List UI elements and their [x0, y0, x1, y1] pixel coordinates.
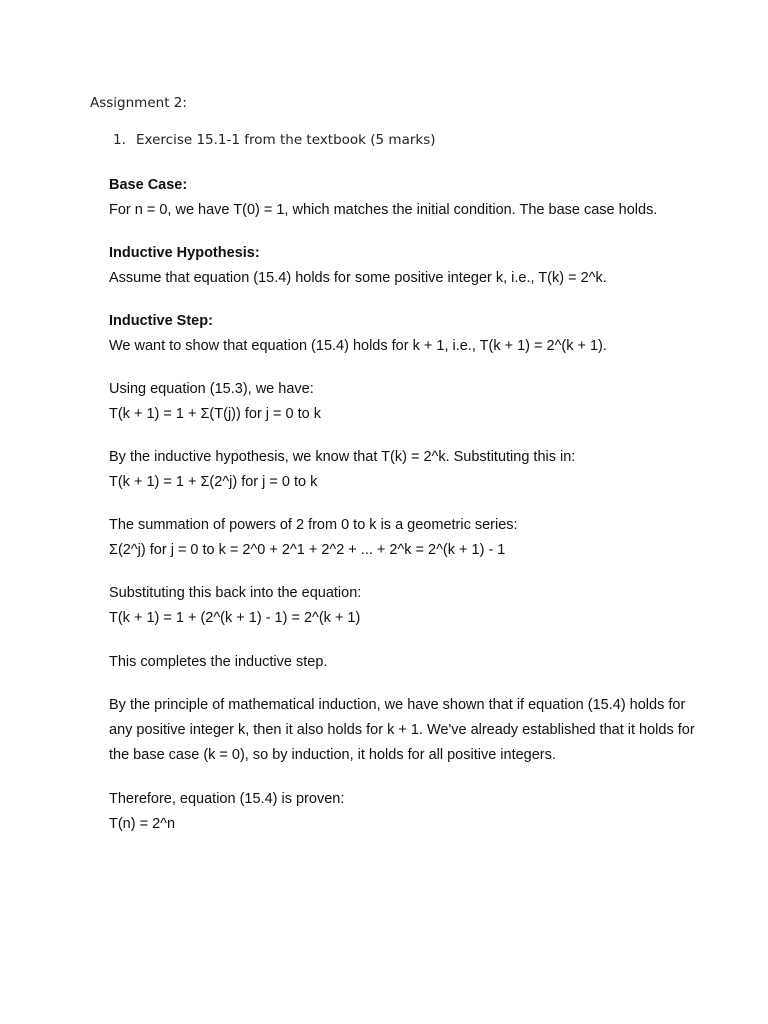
question-text: Exercise 15.1-1 from the textbook (5 marks)	[136, 132, 436, 148]
conclusion-line-3: the base case (k = 0), so by induction, it holds for all positive integers.	[109, 747, 556, 763]
inductive-step-goal: We want to show that equation (15.4) holds for k + 1, i.e., T(k + 1) = 2^(k + 1).	[109, 338, 607, 354]
final-step-equation: T(k + 1) = 1 + (2^(k + 1) - 1) = 2^(k + 1)	[109, 610, 361, 626]
geometric-series-equation: Σ(2^j) for j = 0 to k = 2^0 + 2^1 + 2^2 + ... + 2^k = 2^(k + 1) - 1	[109, 542, 506, 558]
substituting-back-text: Substituting this back into the equation:	[109, 585, 362, 601]
geometric-series-text: The summation of powers of 2 from 0 to k is a geometric series:	[109, 517, 518, 533]
using-equation-text: Using equation (15.3), we have:	[109, 381, 314, 397]
substituted-equation: T(k + 1) = 1 + Σ(2^j) for j = 0 to k	[109, 474, 318, 490]
base-case-text: For n = 0, we have T(0) = 1, which matches the initial condition. The base case holds.	[109, 202, 658, 218]
question-number: 1.	[113, 132, 126, 148]
hypothesis-substitution-text: By the inductive hypothesis, we know that T(k) = 2^k. Substituting this in:	[109, 449, 576, 465]
conclusion-line-2: any positive integer k, then it also holds for k + 1. We've already established that it holds for	[109, 722, 695, 738]
final-result-equation: T(n) = 2^n	[109, 816, 176, 832]
step-complete-text: This completes the inductive step.	[109, 654, 328, 670]
inductive-hypothesis-text: Assume that equation (15.4) holds for some positive integer k, i.e., T(k) = 2^k.	[109, 270, 607, 286]
conclusion-line-1: By the principle of mathematical induction, we have shown that if equation (15.4) holds for	[109, 697, 686, 713]
base-case-heading: Base Case:	[109, 177, 188, 193]
inductive-hypothesis-heading: Inductive Hypothesis:	[109, 245, 260, 261]
recurrence-equation: T(k + 1) = 1 + Σ(T(j)) for j = 0 to k	[109, 406, 322, 422]
assignment-heading: Assignment 2:	[90, 95, 187, 111]
inductive-step-heading: Inductive Step:	[109, 313, 213, 329]
proven-text: Therefore, equation (15.4) is proven:	[109, 791, 345, 807]
